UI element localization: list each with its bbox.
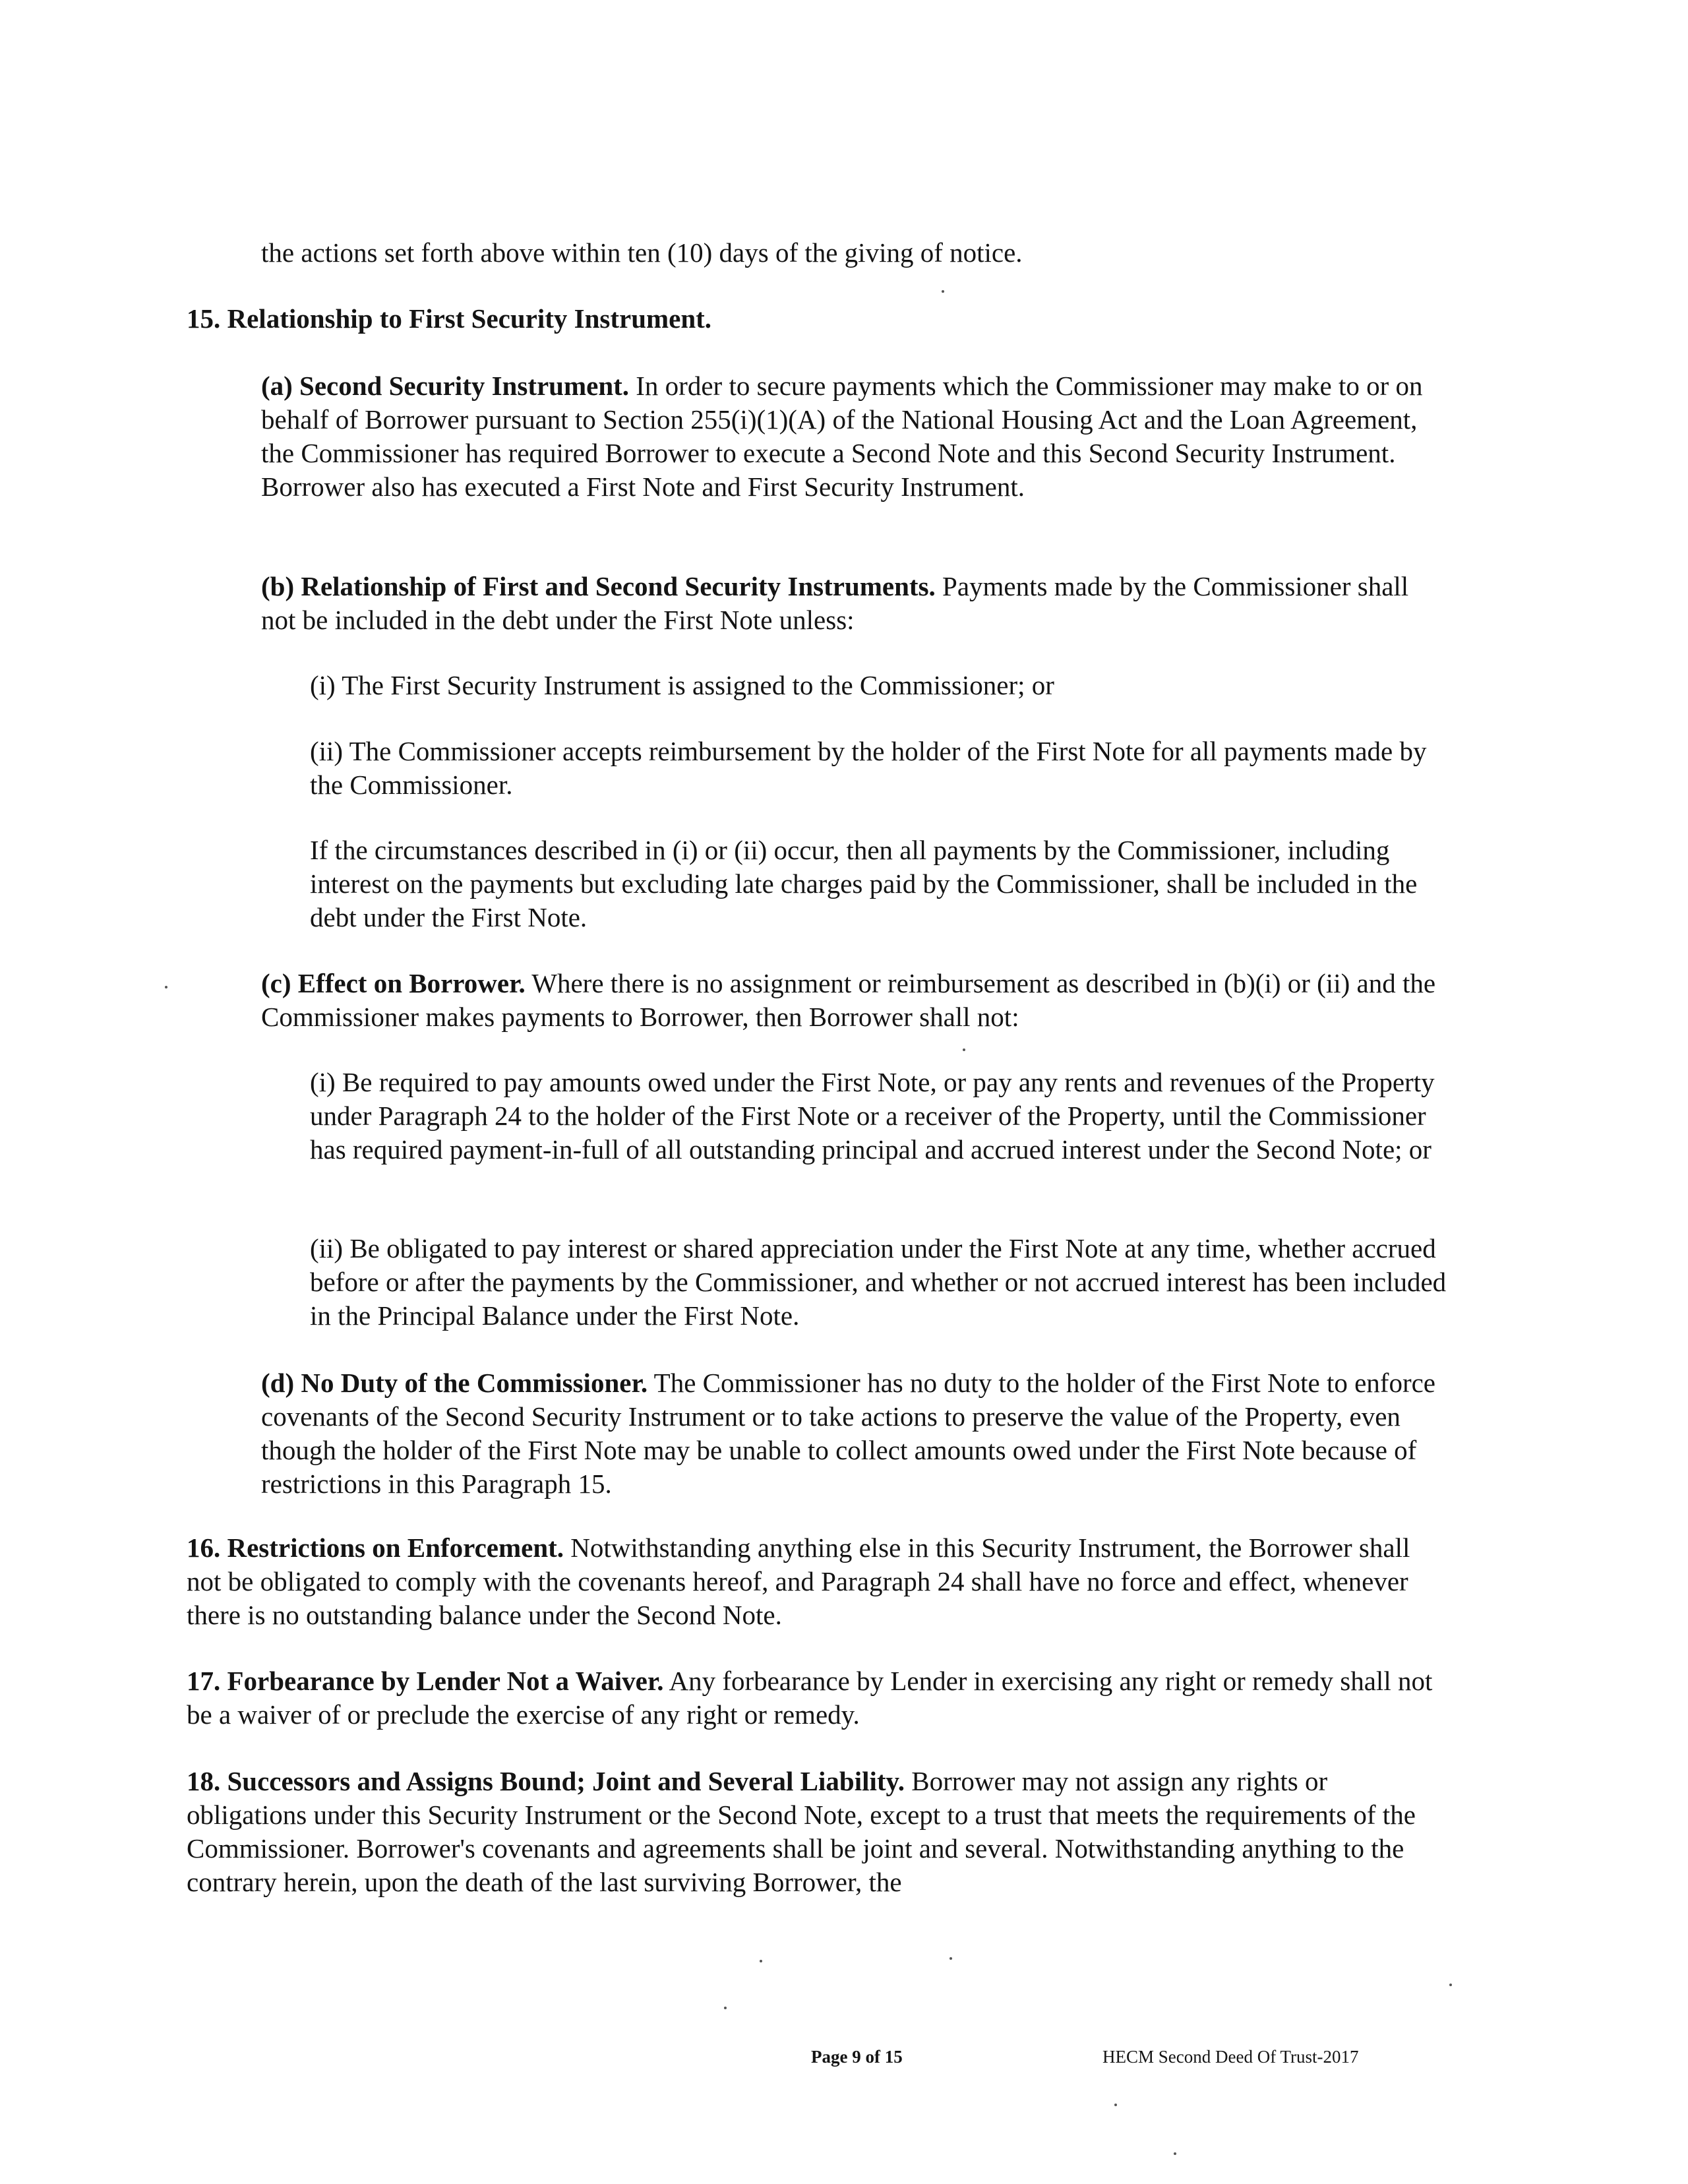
section-15c-i: (i) Be required to pay amounts owed under the First Note, or pay any rents and revenues of the Property under Paragraph 24 to the holder of the First Note or a receiver of the Property, until the Commissioner has required payment-in-full of all outstanding principal and accrued interest under the Second Note; or [310, 1067, 1435, 1165]
section-15b [261, 570, 1448, 637]
section-15c-text: Where there is no assignment or reimbursement as described in (b)(i) or (ii) and the Commissioner makes payments to Borrower, then Borrower shall not: [261, 968, 1436, 1032]
scan-speck [942, 290, 944, 293]
scan-speck [724, 2007, 727, 2009]
section-15d-title: (d) No Duty of the Commissioner. [261, 1368, 648, 1398]
footer-page-number: Page 9 of 15 [811, 2047, 903, 2067]
scan-speck [1449, 1984, 1452, 1986]
section-15c-ii: (ii) Be obligated to pay interest or shared appreciation under the First Note at any time, whether accrued before or after the payments by the Commissioner, and whether or not accrued interest has been included in the Principal Balance under the First Note. [310, 1233, 1447, 1331]
section-16 [187, 1531, 1439, 1632]
section-15b-title: (b) Relationship of First and Second Security Instruments. [261, 571, 936, 601]
section-15b-i: (i) The First Security Instrument is assigned to the Commissioner; or [310, 670, 1054, 700]
section-15a [261, 369, 1448, 504]
scan-speck [1114, 2104, 1117, 2106]
section-17-text: Any forbearance by Lender in exercising any right or remedy shall not be a waiver of or preclude the exercise of any right or remedy. [187, 1666, 1433, 1730]
section-18 [187, 1765, 1439, 1899]
scan-speck [963, 1048, 965, 1051]
section-15b-circumstances: If the circumstances described in (i) or (ii) occur, then all payments by the Commissioner, including interest on the payments but excluding late charges paid by the Commissioner, shall be included in the debt under the First Note. [310, 835, 1418, 932]
section-15c-title: (c) Effect on Borrower. [261, 968, 526, 998]
scan-speck [1174, 2152, 1176, 2155]
section-15d [261, 1366, 1448, 1501]
section-18-title: 18. Successors and Assigns Bound; Joint and Several Liability. [187, 1766, 905, 1796]
scan-speck [950, 1957, 952, 1960]
section-15-heading [187, 302, 1439, 336]
continuation-text: the actions set forth above within ten (10) days of the giving of notice. [261, 237, 1023, 268]
section-15a-title: (a) Second Security Instrument. [261, 371, 630, 401]
section-15c [261, 967, 1448, 1034]
section-17-title: 17. Forbearance by Lender Not a Waiver. [187, 1666, 664, 1696]
section-15b-text: Payments made by the Commissioner shall not be included in the debt under the First Note unless: [261, 571, 1409, 635]
section-15b-ii: (ii) The Commissioner accepts reimbursement by the holder of the First Note for all payments made by the Commissioner. [310, 736, 1427, 800]
section-15a-text: In order to secure payments which the Commissioner may make to or on behalf of Borrower pursuant to Section 255(i)(1)(A) of the National Housing Act and the Loan Agreement, the Commissioner has required Borrower to execute a Second Note and this Second Security Instrument. Borrower also has executed a First Note and First Security Instrument. [261, 371, 1423, 502]
scan-speck [760, 1960, 762, 1962]
section-16-title: 16. Restrictions on Enforcement. [187, 1532, 564, 1563]
footer-document-title: HECM Second Deed Of Trust-2017 [1102, 2047, 1359, 2067]
section-15d-text: The Commissioner has no duty to the holder of the First Note to enforce covenants of the Second Security Instrument or to take actions to preserve the value of the Property, even though the holder of the First Note may be unable to collect amounts owed under the First Note because of restrictions in this Paragraph 15. [261, 1368, 1436, 1499]
section-15-title: 15. Relationship to First Security Instrument. [187, 303, 712, 334]
section-18-text: Borrower may not assign any rights or obligations under this Security Instrument or the Second Note, except to a trust that meets the requirements of the Commissioner. Borrower's covenants and agreements shall be joint and several. Notwithstanding anything to the contrary herein, upon the death of the last surviving Borrower, the [187, 1766, 1416, 1897]
scan-speck [165, 986, 167, 988]
section-16-text: Notwithstanding anything else in this Security Instrument, the Borrower shall not be obligated to comply with the covenants hereof, and Paragraph 24 shall have no force and effect, whenever there is no outstanding balance under the Second Note. [187, 1532, 1410, 1630]
section-17 [187, 1664, 1439, 1732]
